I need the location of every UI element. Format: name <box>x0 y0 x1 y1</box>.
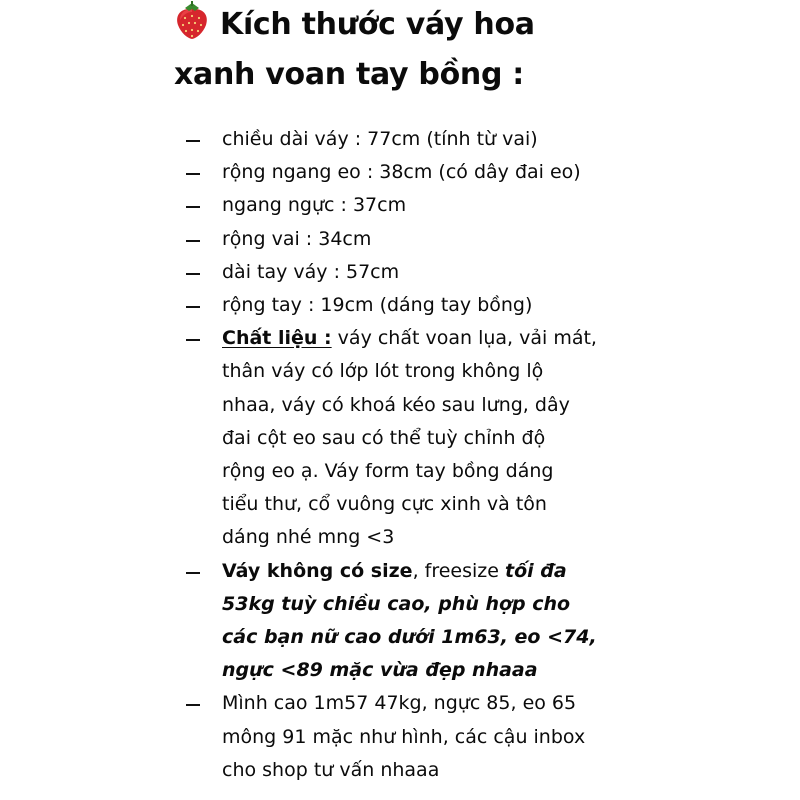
list-item <box>186 156 796 189</box>
item-text: rộng ngang eo : 38cm (có dây đai eo) <box>222 161 581 184</box>
model-note-line-2: mông 91 mặc như hình, các cậu inbox <box>222 725 586 748</box>
material-label: Chất liệu : <box>222 327 332 350</box>
page-title <box>174 0 774 100</box>
item-text: rộng vai : 34cm <box>222 227 372 250</box>
size-note-line-1 <box>222 555 796 588</box>
material-line-4: đai cột eo sau có thể tuỳ chỉnh độ <box>222 426 546 449</box>
item-text: rộng tay : 19cm (dáng tay bồng) <box>222 294 533 317</box>
list-item <box>186 256 796 289</box>
item-text: ngang ngực : 37cm <box>222 194 407 217</box>
material-text: váy chất voan lụa, vải mát, <box>331 327 597 350</box>
list-item <box>186 123 796 156</box>
material-line-1 <box>222 322 796 355</box>
model-note-line-3: cho shop tư vấn nhaaa <box>222 758 440 781</box>
material-line-2: thân váy có lớp lót trong không lộ <box>222 360 544 383</box>
material-line-3: nhaa, váy có khoá kéo sau lưng, dây <box>222 393 570 416</box>
material-line-6: tiểu thư, cổ vuông cực xinh và tôn <box>222 493 547 516</box>
size-note-normal: , freesize <box>412 559 505 582</box>
size-note-line-2: 53kg tuỳ chiều cao, phù hợp cho <box>222 592 571 615</box>
material-line-7: dáng nhé mng <3 <box>222 526 395 549</box>
model-note-line-1: Mình cao 1m57 47kg, ngực 85, eo 65 <box>222 692 577 715</box>
title-line-2: xanh voan tay bồng : <box>174 57 524 92</box>
size-note-bold: Váy không có size <box>222 559 413 582</box>
strawberry-icon <box>174 0 210 40</box>
list-item-material <box>186 322 796 554</box>
title-line-1 <box>174 0 774 50</box>
size-note-line-3: các bạn nữ cao dưới 1m63, eo <74, <box>222 626 597 649</box>
list-item-model-note <box>186 687 796 787</box>
material-line-5: rộng eo ạ. Váy form tay bồng dáng <box>222 460 554 483</box>
size-spec-list <box>186 123 796 787</box>
list-item <box>186 189 796 222</box>
size-note-italic: tối đa <box>504 559 567 582</box>
item-text: dài tay váy : 57cm <box>222 260 400 283</box>
list-item <box>186 223 796 256</box>
list-item <box>186 289 796 322</box>
size-note-line-4: ngực <89 mặc vừa đẹp nhaaa <box>222 659 538 682</box>
item-text: chiều dài váy : 77cm (tính từ vai) <box>222 128 538 150</box>
list-item-size-note <box>186 555 796 688</box>
title-text-1: Kích thước váy hoa <box>220 7 535 42</box>
